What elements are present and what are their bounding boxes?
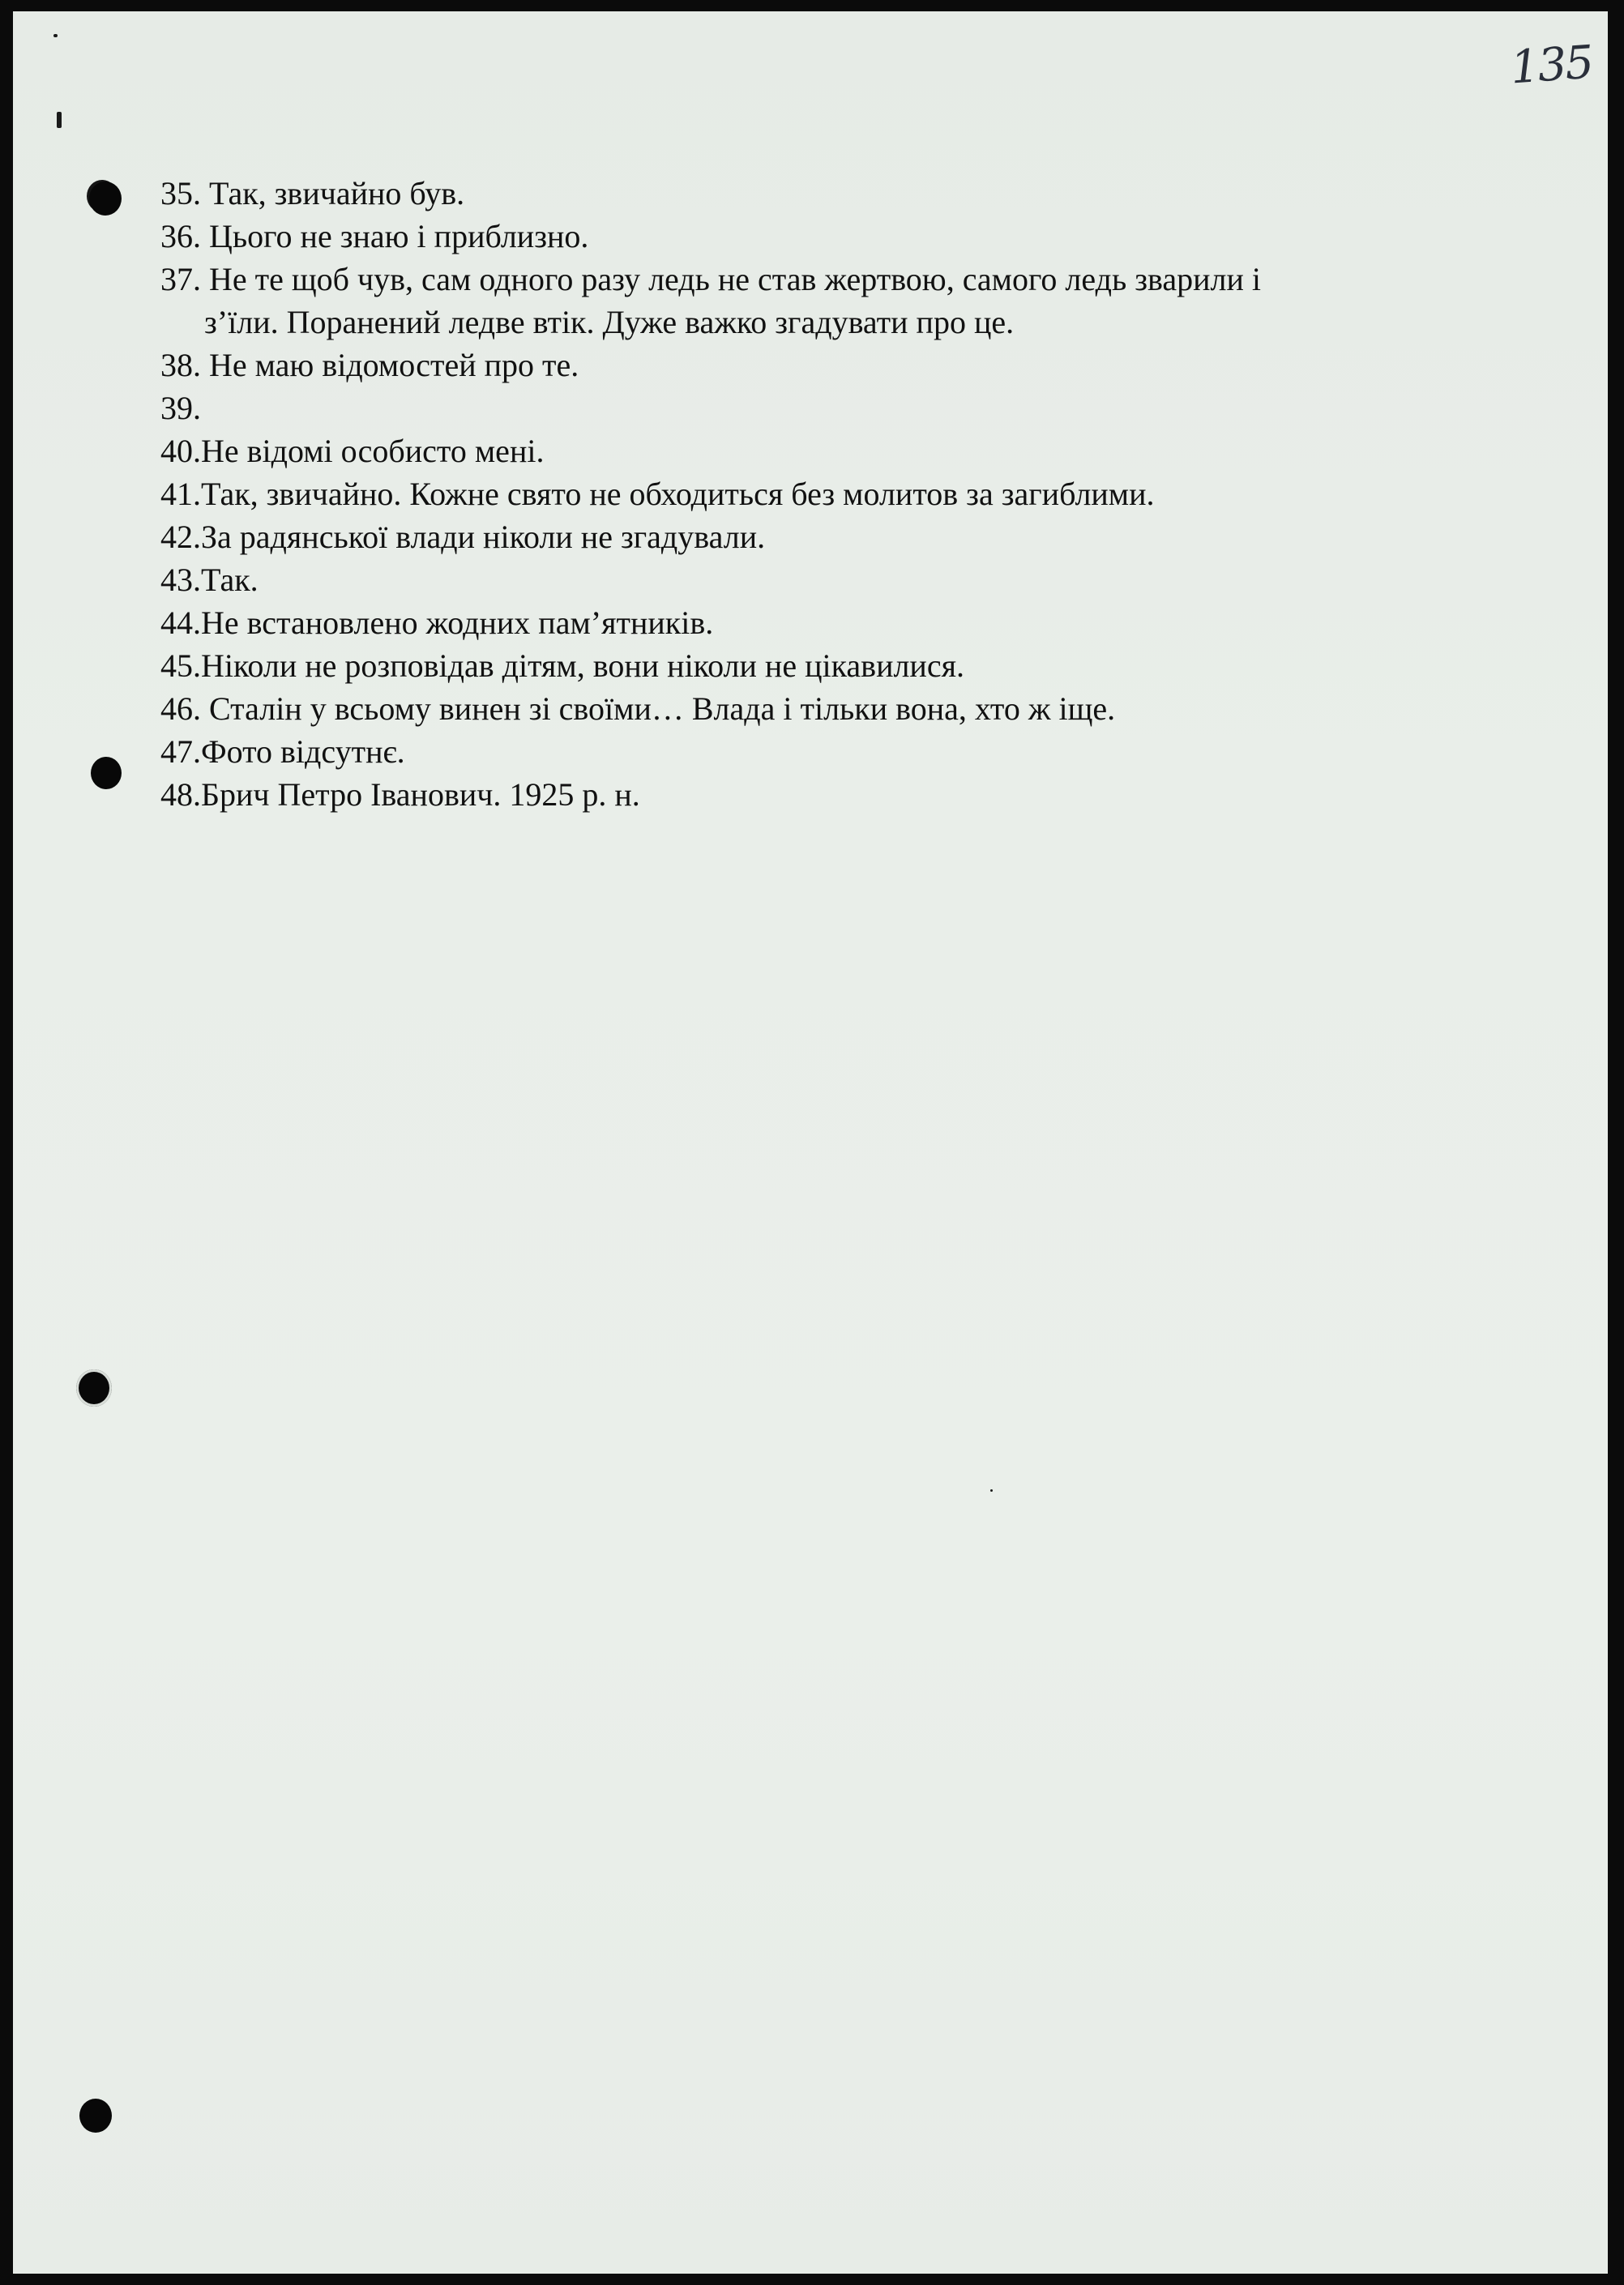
answer-46 <box>160 687 1261 730</box>
punch-hole <box>89 182 122 216</box>
answer-text: 48.Брич Петро Іванович. 1925 р. н. <box>160 776 640 813</box>
answer-48 <box>160 773 1261 816</box>
answer-40 <box>160 429 1261 472</box>
answer-41 <box>160 472 1261 515</box>
answer-text: 36. Цього не знаю і приблизно. <box>160 218 589 254</box>
answer-continuation: з’їли. Поранений ледве втік. Дуже важко згадувати про це. <box>204 304 1015 340</box>
answer-text: 43.Так. <box>160 562 259 598</box>
paper-sheet <box>13 11 1608 2274</box>
answer-43 <box>160 558 1261 601</box>
answer-text: 35. Так, звичайно був. <box>160 175 465 211</box>
answer-45 <box>160 644 1261 687</box>
punch-hole <box>91 757 122 789</box>
punch-hole <box>79 2099 112 2133</box>
answer-47 <box>160 730 1261 773</box>
scan-speck <box>57 112 62 128</box>
scan-speck <box>53 34 58 37</box>
punch-hole <box>76 1369 112 1407</box>
answer-42 <box>160 515 1261 558</box>
answer-39 <box>160 387 1261 429</box>
answer-text: 44.Не встановлено жодних пам’ятників. <box>160 604 714 641</box>
answer-text: 45.Ніколи не розповідав дітям, вони ніколи не цікавилися. <box>160 647 964 684</box>
answer-36 <box>160 215 1261 258</box>
answer-text: 47.Фото відсутнє. <box>160 733 405 770</box>
answer-text: 40.Не відомі особисто мені. <box>160 433 545 469</box>
answer-35 <box>160 172 1261 215</box>
answer-text: 42.За радянської влади ніколи не згадували. <box>160 519 766 555</box>
handwritten-page-number: 135 <box>1508 36 1595 95</box>
scan-speck <box>990 1489 993 1492</box>
answer-text: 41.Так, звичайно. Кожне свято не обходиться без молитов за загиблими. <box>160 476 1155 512</box>
answer-37 <box>160 258 1261 344</box>
answer-44 <box>160 601 1261 644</box>
answer-text: 46. Сталін у всьому винен зі своїми… Влада і тільки вона, хто ж іще. <box>160 690 1116 727</box>
answers-list <box>160 172 1261 816</box>
answer-38 <box>160 344 1261 387</box>
answer-text: 38. Не маю відомостей про те. <box>160 347 579 383</box>
answer-text: 39. <box>160 390 201 426</box>
answer-text: 37. Не те щоб чув, сам одного разу ледь не став жертвою, самого ледь зварили і <box>160 261 1261 297</box>
